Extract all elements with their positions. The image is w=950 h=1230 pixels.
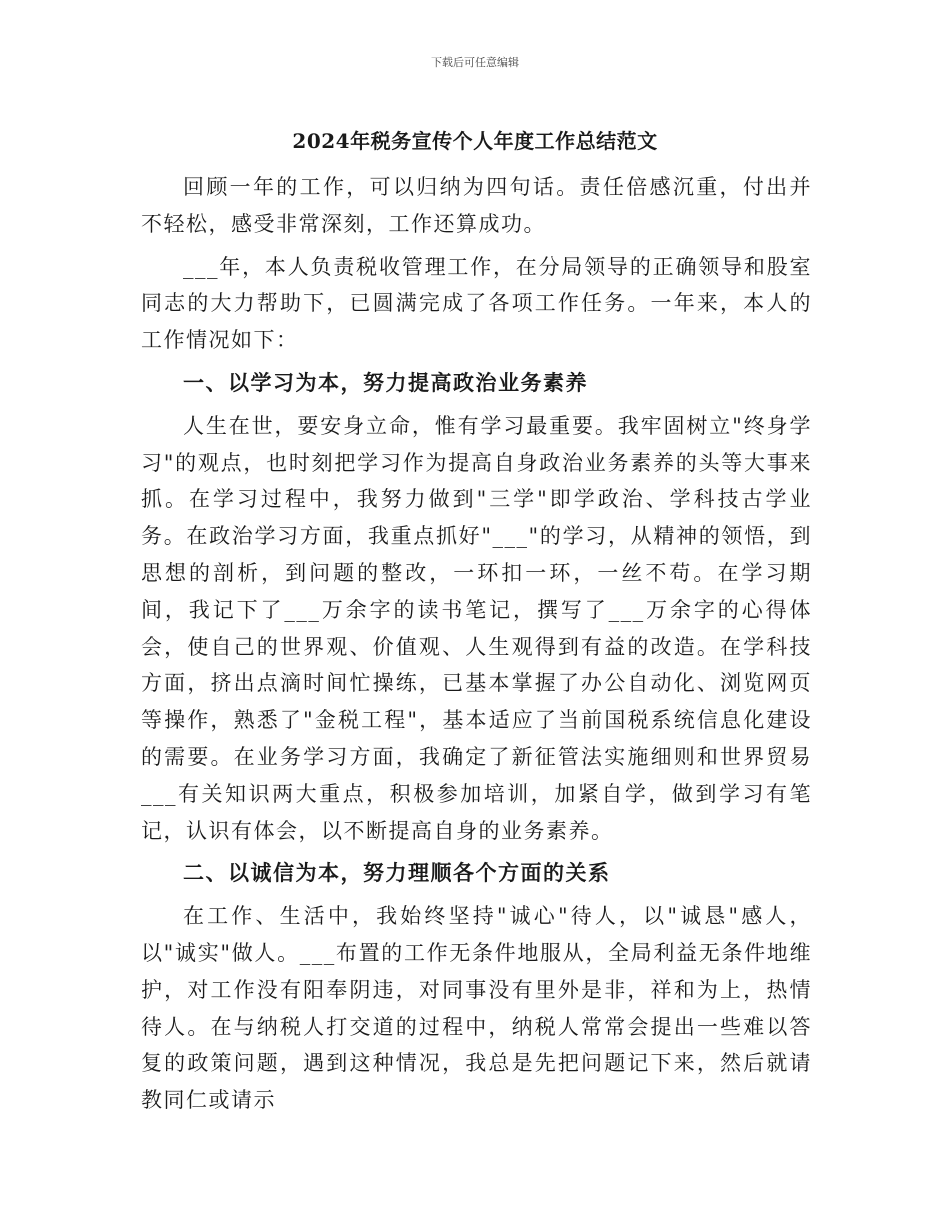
header-note: 下载后可任意编辑 [431,56,519,69]
section-text-2: 在工作、生活中，我始终坚持"诚心"待人，以"诚恳"感人，以"诚实"做人。___布置的工作无条件地服从，全局利益无条件地维护，对工作没有阳奉阴违，对同事没有里外是非，祥和为上，热情待人。在与纳税人打交道的过程中，纳税人常常会提出一些难以答复的政策问题，遇到这种情况，我总是先把问题记下来，然后就请教同仁或请示 [141,904,812,1113]
overview-paragraph: ___年，本人负责税收管理工作，在分局领导的正确领导和股室同志的大力帮助下，已圆满完成了各项工作任务。一年来，本人的工作情况如下： [141,254,812,353]
section-heading-2: 二、以诚信为本，努力理顺各个方面的关系 [183,860,611,886]
section-text-1: 人生在世，要安身立命，惟有学习最重要。我牢固树立"终身学习"的观点，也时刻把学习作为提高自身政治业务素养的头等大事来抓。在学习过程中，我努力做到"三学"即学政治、学科技古学业务。在政治学习方面，我重点抓好"___"的学习，从精神的领悟，到思想的剖析，到问题的整改，一环扣一环，一丝不苟。在学习期间，我记下了___万余字的读书笔记，撰写了___万余字的心得体会，使自己的世界观、价值观、人生观得到有益的改造。在学科技方面，挤出点滴时间忙操练，已基本掌握了办公自动化、浏览网页等操作，熟悉了"金税工程"，基本适应了当前国税系统信息化建设的需要。在业务学习方面，我确定了新征管法实施细则和世界贸易___有关知识两大重点，积极参加培训，加紧自学，做到学习有笔记，认识有体会，以不断提高自身的业务素养。 [141,413,812,843]
intro-paragraph: 回顾一年的工作，可以归纳为四句话。责任倍感沉重，付出并不轻松，感受非常深刻，工作还算成功。 [141,175,812,236]
section-heading-1: 一、以学习为本，努力提高政治业务素养 [183,369,588,395]
document-body [141,169,812,1119]
document-title: 2024年税务宣传个人年度工作总结范文 [292,129,658,153]
